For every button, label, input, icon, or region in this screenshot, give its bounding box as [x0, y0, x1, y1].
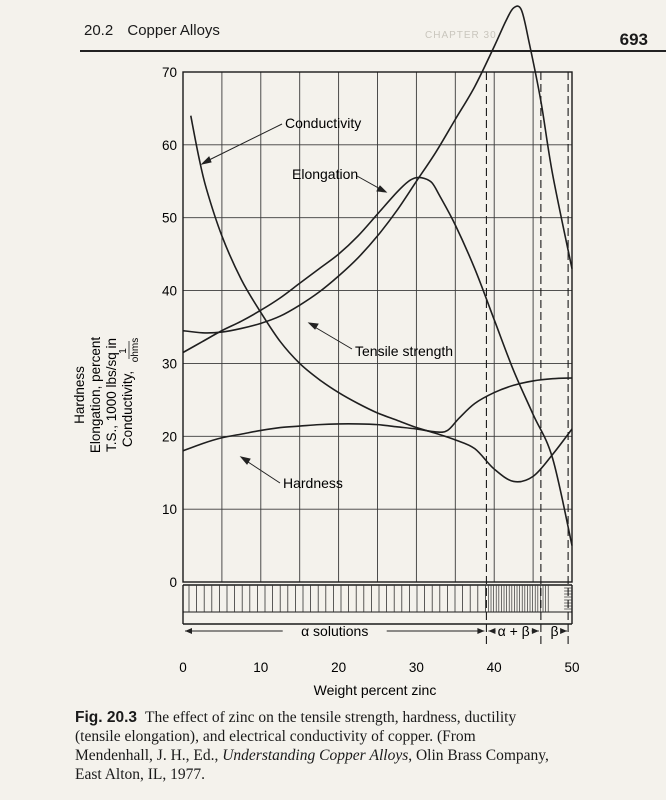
- axes: [162, 65, 580, 675]
- series-conductivity: [191, 116, 572, 482]
- phase-label-alpha: α solutions: [301, 623, 369, 639]
- arrow-tensile: [313, 326, 352, 349]
- ylabel-line-1: Hardness: [72, 366, 87, 424]
- ylabel-fraction-num: 1: [118, 348, 129, 354]
- x-axis-label: Weight percent zinc: [313, 682, 437, 698]
- ylabel-line-4: Conductivity,: [120, 370, 135, 448]
- caption-source-title-1: Understanding Copper: [222, 747, 366, 764]
- x-tick-20: 20: [331, 660, 347, 675]
- caption-source-rest: , Olin Brass Company, East Alton, IL, 1977.: [75, 747, 549, 783]
- arrowhead-elongation: [377, 186, 386, 192]
- x-tick-0: 0: [179, 660, 187, 675]
- x-tick-40: 40: [486, 660, 502, 675]
- page-number: 693: [619, 30, 648, 49]
- section-number: 20.2: [84, 22, 114, 39]
- x-tick-10: 10: [253, 660, 269, 675]
- y-tick-20: 20: [161, 429, 177, 445]
- figure-label: Fig. 20.3: [75, 709, 138, 726]
- ylabel-line-3: T.S., 1000 lbs/sq in: [104, 337, 119, 453]
- ylabel-line-2: Elongation, percent: [88, 336, 103, 454]
- phase-label-beta: β: [550, 623, 559, 639]
- arrow-conductivity: [205, 124, 282, 162]
- section-title: Copper Alloys: [127, 22, 220, 39]
- ylabel-fraction-den: ohms: [130, 337, 141, 363]
- y-axis-label: [72, 337, 141, 454]
- beta-arrowhead: [560, 628, 567, 634]
- arrow-elongation: [357, 176, 382, 190]
- alpha-arrowhead-right: [477, 628, 484, 634]
- caption-text: The effect of zinc on the tensile strength, hardness, ductility (tensile elongation), and electrical conductivity of copper. (From Mendenhall, J. H., Ed.,: [75, 709, 517, 764]
- y-tick-70: 70: [161, 65, 177, 80]
- y-tick-60: 60: [161, 137, 177, 153]
- grid: [183, 72, 572, 582]
- y-tick-40: 40: [161, 283, 177, 299]
- label-elongation: Elongation: [292, 166, 359, 182]
- figure-caption: [75, 708, 555, 784]
- bleed-through-text: CHAPTER 30: [425, 30, 497, 41]
- x-tick-30: 30: [408, 660, 424, 675]
- label-tensile-strength: Tensile strength: [355, 343, 454, 359]
- y-tick-0: 0: [169, 575, 177, 590]
- arrow-hardness: [245, 460, 280, 483]
- phase-label-alpha-beta: α + β: [497, 623, 530, 639]
- y-tick-30: 30: [161, 356, 177, 372]
- alpha-arrowhead-left: [185, 628, 192, 634]
- y-tick-10: 10: [161, 502, 177, 518]
- y-tick-50: 50: [161, 210, 177, 226]
- label-hardness: Hardness: [283, 475, 343, 491]
- x-tick-50: 50: [564, 660, 580, 675]
- label-conductivity: Conductivity: [285, 115, 362, 131]
- arrowhead-conductivity: [202, 157, 211, 164]
- caption-source-title-2: Alloys: [369, 747, 409, 764]
